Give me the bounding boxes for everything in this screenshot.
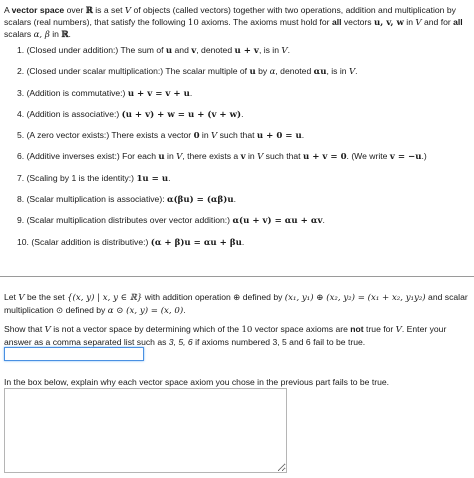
axiom-item: 3. (Addition is commutative:) u + v = v + u.: [17, 87, 193, 99]
term-vector-space: vector space: [11, 5, 65, 15]
axiom-list: [17, 40, 467, 253]
axiom-item: 6. (Additive inverses exist:) For each u in V, there exists a v in V such that u + v = 0. (We write v = −u.): [17, 151, 427, 163]
section-divider: [0, 276, 474, 277]
axiom-item: 2. (Closed under scalar multiplication:) The scalar multiple of u by α, denoted αu, is in V.: [17, 66, 358, 78]
explanation-textarea[interactable]: [4, 388, 287, 473]
axiom-item: 8. (Scalar multiplication is associative): α(βu) = (αβ)u.: [17, 194, 236, 206]
axiom-item: 5. (A zero vector exists:) There exists a vector 0 in V such that u + 0 = u.: [17, 130, 305, 142]
axiom-item: 4. (Addition is associative:) (u + v) + w = u + (v + w).: [17, 108, 244, 120]
axiom-item: 9. (Scalar multiplication distributes over vector addition:) α(u + v) = αu + αv.: [17, 215, 325, 227]
intro-paragraph: A vector space over ℝ is a set V of objects (called vectors) together with two operations, addition and multiplication by scalars (real numbers), that satisfy the following 10 axioms. The axioms must hold for all vectors u, v, w in V and for all scalars α, β in ℝ.: [4, 5, 463, 40]
set-definition: Let V be the set {(x, y) | x, y ∈ ℝ} with addition operation ⊕ defined by (x₁, y₁) ⊕ (x₂, y₂) = (x₁ + x₂, y₁y₂) and scalar multiplication ⊙ defined by α ⊙ (x, y) = (x, 0).: [4, 292, 468, 316]
axiom-item: 1. (Closed under addition:) The sum of u and v, denoted u + v, is in V.: [17, 45, 290, 56]
explanation-instructions: In the box below, explain why each vector space axiom you chose in the previous part fails to be true.: [4, 377, 390, 387]
axiom-item: 7. (Scaling by 1 is the identity:) 1u = u.: [17, 172, 171, 184]
answer-instructions: Show that V is not a vector space by determining which of the 10 vector space axioms are not true for V. Enter your answer as a comma separated list such as 3, 5, 6 if axioms numbered 3, 5 and 6 fail to be true.: [4, 324, 447, 347]
failed-axioms-input[interactable]: [4, 347, 144, 361]
axiom-item: 10. (Scalar addition is distributive:) (α + β)u = αu + βu.: [17, 236, 245, 248]
